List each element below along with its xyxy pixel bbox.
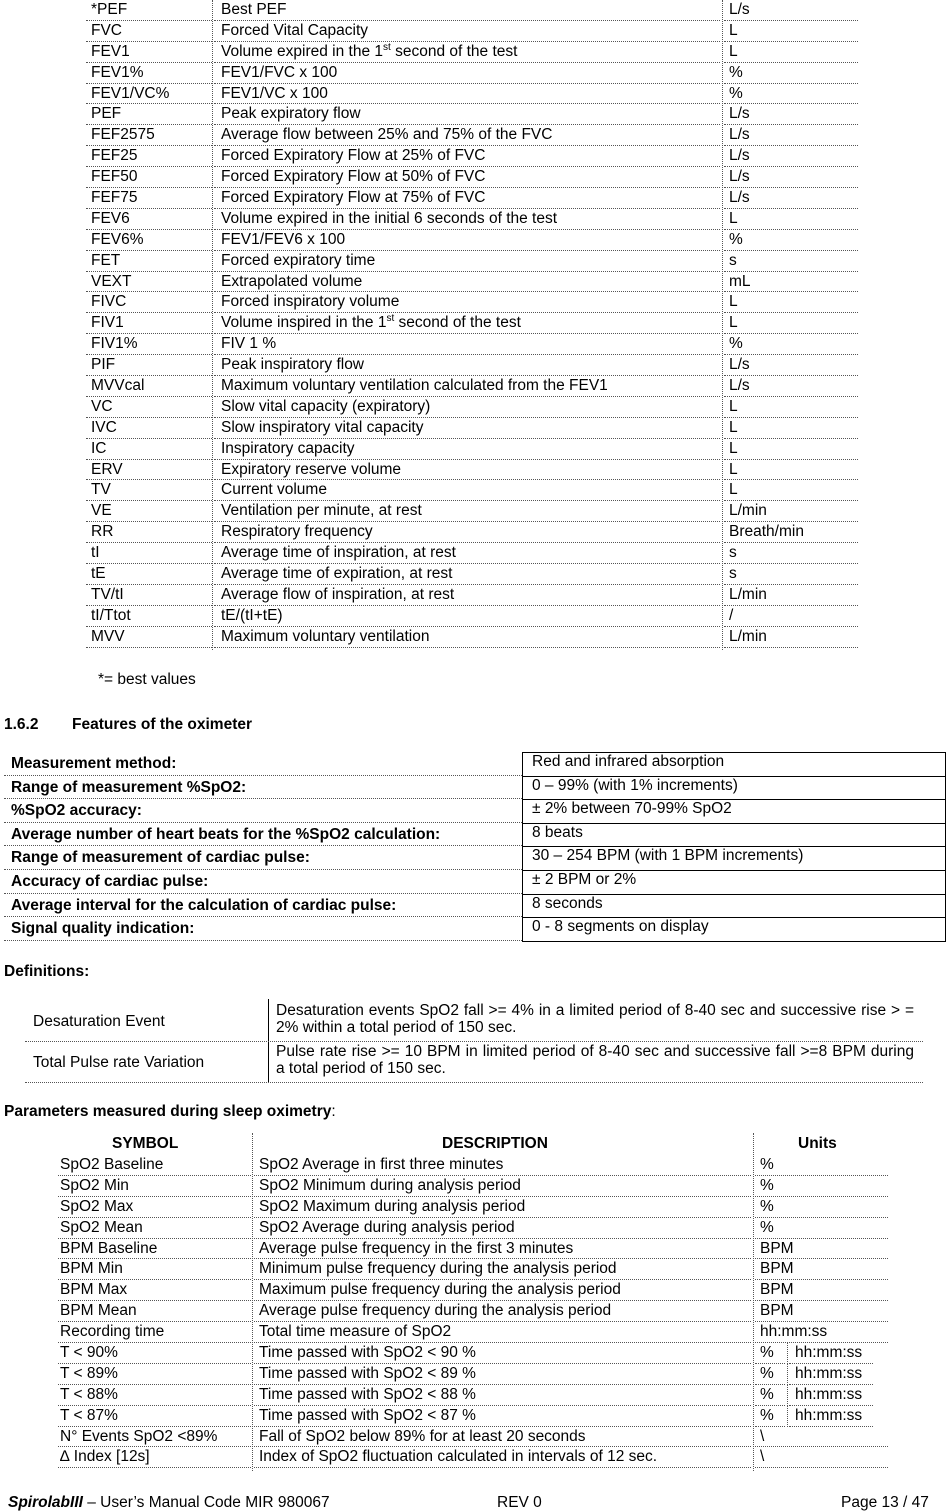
param-unit: BPM — [760, 1281, 794, 1299]
param-unit: L — [729, 418, 738, 436]
param-description: Index of SpO2 fluctuation calculated in intervals of 12 sec. — [259, 1448, 658, 1466]
param-symbol: T < 89% — [60, 1364, 118, 1382]
param-symbol: FIVC — [91, 293, 127, 311]
oximeter-feature-row — [4, 917, 946, 941]
table-row — [86, 63, 858, 84]
definition-term: Desaturation Event — [33, 1013, 165, 1030]
param-unit: Breath/min — [729, 523, 804, 541]
param-symbol: FIV1 — [91, 314, 124, 332]
oximeter-feature-row — [4, 846, 946, 870]
table-row — [58, 1155, 888, 1176]
param-symbol: FVC — [91, 21, 122, 39]
oximeter-feature-row — [4, 752, 946, 776]
param-symbol: FEF2575 — [91, 126, 155, 144]
table-row — [86, 125, 858, 146]
param-description: Maximum voluntary ventilation — [221, 627, 430, 645]
param-description: Best PEF — [221, 1, 287, 18]
param-symbol: T < 88% — [60, 1385, 118, 1403]
param-unit: L/s — [729, 105, 750, 123]
table-row — [58, 1218, 888, 1239]
param-symbol: tI — [91, 544, 100, 562]
param-symbol: BPM Mean — [60, 1302, 137, 1320]
table-row — [58, 1301, 888, 1322]
param-unit: BPM — [760, 1239, 794, 1257]
param-unit: L — [729, 397, 738, 415]
param-unit: L/s — [729, 189, 750, 207]
param-description: Peak inspiratory flow — [221, 356, 365, 374]
table-row — [86, 418, 858, 439]
table-row — [86, 606, 858, 627]
param-symbol: T < 90% — [60, 1344, 118, 1362]
product-name: SpirolabIII — [8, 1494, 83, 1511]
param-symbol: T < 87% — [60, 1406, 118, 1424]
feature-value: ± 2% between 70-99% SpO2 — [532, 800, 732, 818]
param-description: Time passed with SpO2 < 88 % — [259, 1385, 476, 1403]
table-row — [86, 272, 858, 293]
feature-value: 0 - 8 segments on display — [532, 918, 709, 936]
param-unit: L/s — [729, 168, 750, 186]
oximeter-features-table — [4, 752, 946, 941]
definitions-heading: Definitions: — [4, 963, 90, 980]
table-row — [58, 1427, 888, 1448]
definitions-table — [25, 999, 923, 1083]
param-unit: s — [729, 544, 737, 562]
param-description: Forced expiratory time — [221, 251, 376, 269]
param-symbol: FEV1/VC% — [91, 84, 170, 102]
table-row — [86, 585, 858, 606]
feature-label: Accuracy of cardiac pulse: — [11, 872, 209, 890]
param-unit: s — [729, 251, 737, 269]
param-symbol: PIF — [91, 356, 116, 374]
table-row — [86, 21, 858, 42]
param-unit: % — [760, 1156, 774, 1173]
param-symbol: IVC — [91, 418, 117, 436]
param-unit: L/s — [729, 126, 750, 144]
table-row — [86, 313, 858, 334]
param-unit-time: hh:mm:ss — [795, 1406, 863, 1424]
param-unit: \ — [760, 1427, 765, 1445]
param-description: tE/(tI+tE) — [221, 606, 283, 624]
param-description: Fall of SpO2 below 89% for at least 20 seconds — [259, 1427, 586, 1445]
param-description: Maximum pulse frequency during the analysis period — [259, 1281, 621, 1299]
param-symbol: TV/tI — [91, 585, 124, 603]
table-row — [86, 522, 858, 543]
oximeter-feature-row — [4, 894, 946, 918]
table-row — [58, 1197, 888, 1218]
param-unit: % — [729, 230, 743, 248]
param-unit: L/s — [729, 356, 750, 374]
table-row — [86, 292, 858, 313]
oximeter-feature-row — [4, 799, 946, 823]
spirometry-parameters-table — [86, 0, 858, 648]
table-row — [86, 543, 858, 564]
param-symbol: FEF75 — [91, 189, 138, 207]
param-unit: L — [729, 21, 738, 39]
param-description: Slow vital capacity (expiratory) — [221, 397, 431, 415]
param-description: SpO2 Minimum during analysis period — [259, 1176, 521, 1194]
param-symbol: ERV — [91, 460, 123, 478]
param-unit: % — [760, 1364, 774, 1382]
param-symbol: VE — [91, 502, 112, 520]
feature-label: Signal quality indication: — [11, 920, 195, 938]
param-symbol: TV — [91, 481, 111, 499]
param-symbol: SpO2 Min — [60, 1176, 129, 1194]
param-description: Time passed with SpO2 < 89 % — [259, 1364, 476, 1382]
page-number: Page 13 / 47 — [841, 1494, 929, 1511]
table-row — [86, 104, 858, 125]
param-description: FIV 1 % — [221, 335, 277, 353]
oximeter-feature-row — [4, 823, 946, 847]
param-description: Volume expired in the initial 6 seconds of the test — [221, 209, 558, 227]
feature-value: 30 – 254 BPM (with 1 BPM increments) — [532, 847, 804, 865]
table-row — [86, 627, 858, 648]
feature-label: %SpO2 accuracy: — [11, 802, 142, 820]
param-description: Forced Expiratory Flow at 50% of FVC — [221, 168, 486, 186]
param-unit: L — [729, 439, 738, 457]
oximeter-feature-row — [4, 776, 946, 800]
param-unit: % — [760, 1406, 774, 1424]
param-symbol: FEV1 — [91, 42, 130, 60]
param-symbol: RR — [91, 523, 114, 541]
param-unit: / — [729, 606, 734, 624]
table-row — [86, 0, 858, 21]
param-unit: % — [729, 63, 743, 81]
table-row — [86, 501, 858, 522]
param-symbol: FEF50 — [91, 168, 138, 186]
param-description: Average pulse frequency in the first 3 minutes — [259, 1239, 574, 1257]
header-units: Units — [798, 1135, 837, 1152]
param-description: Expiratory reserve volume — [221, 460, 402, 478]
table-row — [58, 1406, 888, 1427]
footer-manual: SpirolabIII – User’s Manual Code MIR 980067 — [8, 1494, 330, 1511]
definition-row — [25, 1042, 923, 1083]
param-unit: L — [729, 42, 738, 60]
param-unit: BPM — [760, 1302, 794, 1320]
param-unit: hh:mm:ss — [760, 1323, 828, 1341]
table-row — [86, 146, 858, 167]
table-header-row — [58, 1133, 888, 1155]
table-row — [86, 480, 858, 501]
feature-label: Average interval for the calculation of cardiac pulse: — [11, 896, 397, 914]
param-description: Forced Expiratory Flow at 75% of FVC — [221, 189, 486, 207]
param-unit: L/min — [729, 585, 767, 603]
param-unit: % — [760, 1218, 774, 1236]
param-unit: % — [729, 335, 743, 353]
param-description: SpO2 Average during analysis period — [259, 1218, 515, 1236]
param-description: Forced Vital Capacity — [221, 21, 369, 39]
param-description: Ventilation per minute, at rest — [221, 502, 422, 520]
param-description: Forced Expiratory Flow at 25% of FVC — [221, 147, 486, 165]
section-title: Features of the oximeter — [72, 716, 253, 733]
table-row — [86, 460, 858, 481]
param-symbol: FEF25 — [91, 147, 138, 165]
table-row — [86, 188, 858, 209]
param-symbol: SpO2 Max — [60, 1197, 134, 1215]
param-description: Average flow between 25% and 75% of the FVC — [221, 126, 553, 144]
param-unit: L — [729, 314, 738, 332]
param-unit: L — [729, 481, 738, 499]
table-row — [58, 1385, 888, 1406]
param-unit: % — [760, 1385, 774, 1403]
table-row — [86, 564, 858, 585]
param-description: Slow inspiratory vital capacity — [221, 418, 424, 436]
param-symbol: N° Events SpO2 <89% — [60, 1427, 218, 1445]
param-description: Volume expired in the 1st second of the test — [221, 41, 518, 60]
feature-value: 0 – 99% (with 1% increments) — [532, 776, 738, 794]
param-unit: L/s — [729, 1, 750, 18]
param-symbol: BPM Min — [60, 1260, 123, 1278]
param-symbol: VC — [91, 397, 113, 415]
param-unit-time: hh:mm:ss — [795, 1344, 863, 1362]
param-description: FEV1/FEV6 x 100 — [221, 230, 346, 248]
table-row — [58, 1239, 888, 1260]
param-description: Average time of inspiration, at rest — [221, 544, 456, 562]
param-unit-time: hh:mm:ss — [795, 1385, 863, 1403]
feature-label: Range of measurement of cardiac pulse: — [11, 849, 310, 867]
param-description: Time passed with SpO2 < 87 % — [259, 1406, 476, 1424]
param-description: Maximum voluntary ventilation calculated from the FEV1 — [221, 377, 608, 395]
param-unit: L/s — [729, 377, 750, 395]
param-symbol: MVVcal — [91, 377, 145, 395]
table-row — [58, 1322, 888, 1343]
feature-value: ± 2 BPM or 2% — [532, 870, 637, 888]
header-symbol: SYMBOL — [112, 1135, 179, 1152]
table-row — [86, 209, 858, 230]
table-row — [86, 334, 858, 355]
param-symbol: ∆ Index [12s] — [60, 1448, 150, 1466]
section-number: 1.6.2 — [4, 716, 39, 733]
param-symbol: *PEF — [91, 1, 128, 18]
param-description: Average flow of inspiration, at rest — [221, 585, 455, 603]
param-unit: % — [760, 1197, 774, 1215]
param-description: FEV1/FVC x 100 — [221, 63, 338, 81]
param-unit-time: hh:mm:ss — [795, 1364, 863, 1382]
param-description: Current volume — [221, 481, 327, 499]
param-description: Peak expiratory flow — [221, 105, 361, 123]
param-unit: L/min — [729, 502, 767, 520]
table-row — [58, 1259, 888, 1280]
table-row — [86, 167, 858, 188]
param-description: Average time of expiration, at rest — [221, 565, 453, 583]
param-unit: L/s — [729, 147, 750, 165]
param-description: Total time measure of SpO2 — [259, 1323, 452, 1341]
oximeter-feature-row — [4, 870, 946, 894]
table-row — [86, 84, 858, 105]
param-unit: s — [729, 565, 737, 583]
param-symbol: PEF — [91, 105, 122, 123]
feature-value: 8 seconds — [532, 894, 603, 912]
param-symbol: FEV1% — [91, 63, 144, 81]
table-row — [86, 439, 858, 460]
footer-revision: REV 0 — [497, 1494, 542, 1511]
header-description: DESCRIPTION — [442, 1135, 548, 1152]
definition-row — [25, 999, 923, 1042]
param-symbol: BPM Baseline — [60, 1239, 158, 1257]
param-unit: L — [729, 209, 738, 227]
feature-label: Average number of heart beats for the %SpO2 calculation: — [11, 825, 441, 843]
param-symbol: FIV1% — [91, 335, 138, 353]
param-unit: \ — [760, 1448, 765, 1466]
table-row — [86, 397, 858, 418]
param-description: Average pulse frequency during the analysis period — [259, 1302, 612, 1320]
param-unit: % — [760, 1344, 774, 1362]
param-description: FEV1/VC x 100 — [221, 84, 328, 102]
table-row — [58, 1280, 888, 1301]
definition-description: Pulse rate rise >= 10 BPM in limited period of 8-40 sec and successive fall >=8 BPM during a total period of 150 sec. — [276, 1043, 914, 1077]
table-row — [86, 42, 858, 63]
param-description: Forced inspiratory volume — [221, 293, 400, 311]
param-description: SpO2 Average in first three minutes — [259, 1156, 504, 1173]
param-symbol: tI/Ttot — [91, 606, 131, 624]
feature-value: Red and infrared absorption — [532, 753, 725, 770]
feature-value: 8 beats — [532, 823, 583, 841]
param-description: Volume inspired in the 1st second of the test — [221, 313, 521, 332]
feature-label: Range of measurement %SpO2: — [11, 778, 247, 796]
sleep-parameters-heading: Parameters measured during sleep oximetry: — [4, 1103, 336, 1120]
param-unit: % — [760, 1176, 774, 1194]
param-symbol: MVV — [91, 627, 125, 645]
param-symbol: FEV6% — [91, 230, 144, 248]
param-symbol: FEV6 — [91, 209, 130, 227]
param-symbol: IC — [91, 439, 107, 457]
table-row — [58, 1343, 888, 1364]
param-symbol: BPM Max — [60, 1281, 128, 1299]
param-unit: % — [729, 84, 743, 102]
param-symbol: FET — [91, 251, 121, 269]
param-symbol: tE — [91, 565, 106, 583]
column-divider — [252, 1133, 253, 1471]
definition-term: Total Pulse rate Variation — [33, 1054, 205, 1071]
table-row — [86, 376, 858, 397]
param-unit: BPM — [760, 1260, 794, 1278]
table-row — [58, 1364, 888, 1385]
param-description: Respiratory frequency — [221, 523, 373, 541]
param-unit: L — [729, 293, 738, 311]
table-row — [58, 1176, 888, 1197]
param-description: Extrapolated volume — [221, 272, 363, 290]
best-values-note: *= best values — [98, 671, 196, 688]
param-symbol: VEXT — [91, 272, 132, 290]
param-description: Time passed with SpO2 < 90 % — [259, 1344, 476, 1362]
param-symbol: Recording time — [60, 1323, 165, 1341]
param-description: Minimum pulse frequency during the analysis period — [259, 1260, 617, 1278]
table-row — [86, 355, 858, 376]
column-divider — [753, 1133, 754, 1471]
param-unit: L — [729, 460, 738, 478]
feature-label: Measurement method: — [11, 755, 177, 772]
sleep-oximetry-table — [58, 1133, 888, 1468]
definition-description: Desaturation events SpO2 fall >= 4% in a limited period of 8-40 sec and successive rise > = 2% within a total period of 150 sec. — [276, 1002, 914, 1036]
table-row — [86, 230, 858, 251]
param-description: Inspiratory capacity — [221, 439, 355, 457]
param-unit: L/min — [729, 627, 767, 645]
table-row — [86, 251, 858, 272]
param-description: SpO2 Maximum during analysis period — [259, 1197, 526, 1215]
table-row — [58, 1447, 888, 1468]
param-unit: mL — [729, 272, 751, 290]
param-symbol: SpO2 Mean — [60, 1218, 143, 1236]
param-symbol: SpO2 Baseline — [60, 1156, 164, 1173]
